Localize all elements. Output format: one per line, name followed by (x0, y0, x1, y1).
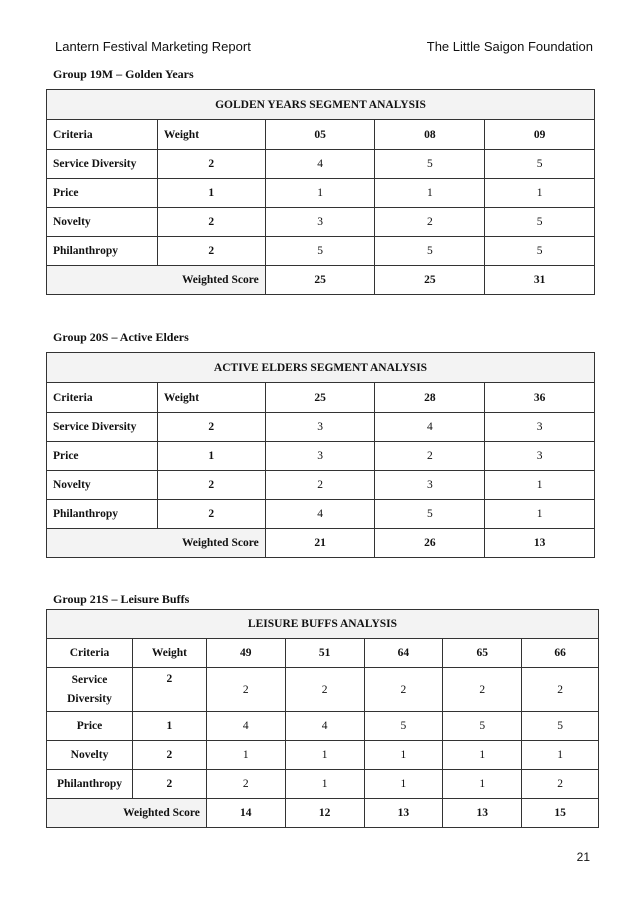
score-cell: 2 (522, 668, 599, 712)
weighted-score-label: Weighted Score (47, 799, 207, 828)
table-row (47, 179, 595, 208)
score-cell: 2 (206, 770, 285, 799)
table-row (47, 208, 595, 237)
group-title: Group 20S – Active Elders (53, 330, 189, 344)
header-cell: 25 (265, 383, 375, 413)
score-cell: 3 (485, 442, 595, 471)
score-cell: 2 (364, 668, 443, 712)
weight-cell: 2 (157, 413, 265, 442)
score-cell: 2 (285, 668, 364, 712)
score-cell: 4 (265, 150, 375, 179)
score-cell: 2 (265, 471, 375, 500)
score-cell: 5 (485, 237, 595, 266)
golden-years-table (46, 89, 595, 295)
score-cell: 1 (485, 471, 595, 500)
table-title: LEISURE BUFFS ANALYSIS (47, 610, 599, 639)
weighted-score-value: 25 (375, 266, 485, 295)
weight-cell: 2 (157, 237, 265, 266)
weighted-score-label: Weighted Score (47, 266, 266, 295)
weight-cell: 1 (132, 712, 206, 741)
weight-cell: 2 (157, 471, 265, 500)
score-cell: 4 (375, 413, 485, 442)
criteria-cell: Service Diversity (47, 413, 158, 442)
score-cell: 5 (265, 237, 375, 266)
header-cell: 51 (285, 639, 364, 668)
group-title: Group 19M – Golden Years (53, 67, 194, 81)
score-cell: 1 (443, 770, 522, 799)
header-cell: Criteria (47, 120, 158, 150)
weighted-score-value: 14 (206, 799, 285, 828)
weighted-score-value: 13 (485, 529, 595, 558)
table-title: ACTIVE ELDERS SEGMENT ANALYSIS (47, 353, 595, 383)
weighted-score-row (47, 529, 595, 558)
score-cell: 1 (206, 741, 285, 770)
weight-cell: 2 (157, 500, 265, 529)
criteria-cell: Philanthropy (47, 500, 158, 529)
criteria-cell: Philanthropy (47, 770, 133, 799)
table-row (47, 770, 599, 799)
header-cell: 09 (485, 120, 595, 150)
table-row (47, 668, 599, 712)
weight-cell: 2 (132, 741, 206, 770)
header-cell: Criteria (47, 383, 158, 413)
weighted-score-value: 13 (364, 799, 443, 828)
criteria-cell: Philanthropy (47, 237, 158, 266)
score-cell: 1 (522, 741, 599, 770)
score-cell: 2 (443, 668, 522, 712)
score-cell: 1 (285, 741, 364, 770)
score-cell: 1 (364, 741, 443, 770)
score-cell: 2 (522, 770, 599, 799)
header-cell: 66 (522, 639, 599, 668)
score-cell: 5 (375, 237, 485, 266)
score-cell: 3 (265, 413, 375, 442)
score-cell: 1 (375, 179, 485, 208)
criteria-cell: Novelty (47, 208, 158, 237)
criteria-cell: Novelty (47, 471, 158, 500)
weighted-score-row (47, 799, 599, 828)
header-cell: 64 (364, 639, 443, 668)
leisure-buffs-table (46, 609, 599, 828)
score-cell: 4 (285, 712, 364, 741)
score-cell: 5 (443, 712, 522, 741)
active-elders-table (46, 352, 595, 558)
score-cell: 1 (485, 500, 595, 529)
header-cell: Weight (157, 120, 265, 150)
weighted-score-value: 12 (285, 799, 364, 828)
table-title: GOLDEN YEARS SEGMENT ANALYSIS (47, 90, 595, 120)
weight-cell: 2 (157, 208, 265, 237)
weight-cell: 2 (132, 770, 206, 799)
criteria-cell: Price (47, 712, 133, 741)
score-cell: 2 (206, 668, 285, 712)
group-title: Group 21S – Leisure Buffs (53, 592, 190, 606)
score-cell: 5 (485, 208, 595, 237)
page-number: 21 (576, 850, 590, 864)
header-cell: 49 (206, 639, 285, 668)
criteria-cell: Service Diversity (47, 150, 158, 179)
organization-name: The Little Saigon Foundation (426, 39, 593, 54)
weight-cell: 1 (157, 442, 265, 471)
header-cell: 65 (443, 639, 522, 668)
header-cell: 36 (485, 383, 595, 413)
header-cell: Criteria (47, 639, 133, 668)
weighted-score-label: Weighted Score (47, 529, 266, 558)
weighted-score-value: 13 (443, 799, 522, 828)
weighted-score-value: 31 (485, 266, 595, 295)
header-cell: 08 (375, 120, 485, 150)
weighted-score-value: 15 (522, 799, 599, 828)
criteria-cell: Price (47, 442, 158, 471)
weighted-score-value: 26 (375, 529, 485, 558)
table-row (47, 471, 595, 500)
score-cell: 1 (265, 179, 375, 208)
score-cell: 5 (364, 712, 443, 741)
score-cell: 3 (265, 442, 375, 471)
weight-cell: 1 (157, 179, 265, 208)
score-cell: 2 (375, 442, 485, 471)
weight-cell: 2 (157, 150, 265, 179)
score-cell: 1 (443, 741, 522, 770)
table-row (47, 237, 595, 266)
header-cell: 28 (375, 383, 485, 413)
score-cell: 4 (206, 712, 285, 741)
weight-cell: 2 (132, 668, 206, 712)
header-cell: Weight (132, 639, 206, 668)
table-row (47, 413, 595, 442)
criteria-cell: Service Diversity (47, 668, 133, 712)
score-cell: 1 (485, 179, 595, 208)
score-cell: 3 (265, 208, 375, 237)
header-cell: 05 (265, 120, 375, 150)
weighted-score-row (47, 266, 595, 295)
score-cell: 3 (485, 413, 595, 442)
header-cell: Weight (157, 383, 265, 413)
score-cell: 1 (285, 770, 364, 799)
score-cell: 5 (375, 500, 485, 529)
score-cell: 5 (522, 712, 599, 741)
score-cell: 5 (375, 150, 485, 179)
score-cell: 3 (375, 471, 485, 500)
table-row (47, 500, 595, 529)
table-row (47, 712, 599, 741)
table-row (47, 442, 595, 471)
weighted-score-value: 21 (265, 529, 375, 558)
table-row (47, 150, 595, 179)
score-cell: 1 (364, 770, 443, 799)
weighted-score-value: 25 (265, 266, 375, 295)
criteria-cell: Novelty (47, 741, 133, 770)
score-cell: 5 (485, 150, 595, 179)
score-cell: 2 (375, 208, 485, 237)
criteria-cell: Price (47, 179, 158, 208)
score-cell: 4 (265, 500, 375, 529)
table-row (47, 741, 599, 770)
report-title: Lantern Festival Marketing Report (55, 39, 251, 54)
